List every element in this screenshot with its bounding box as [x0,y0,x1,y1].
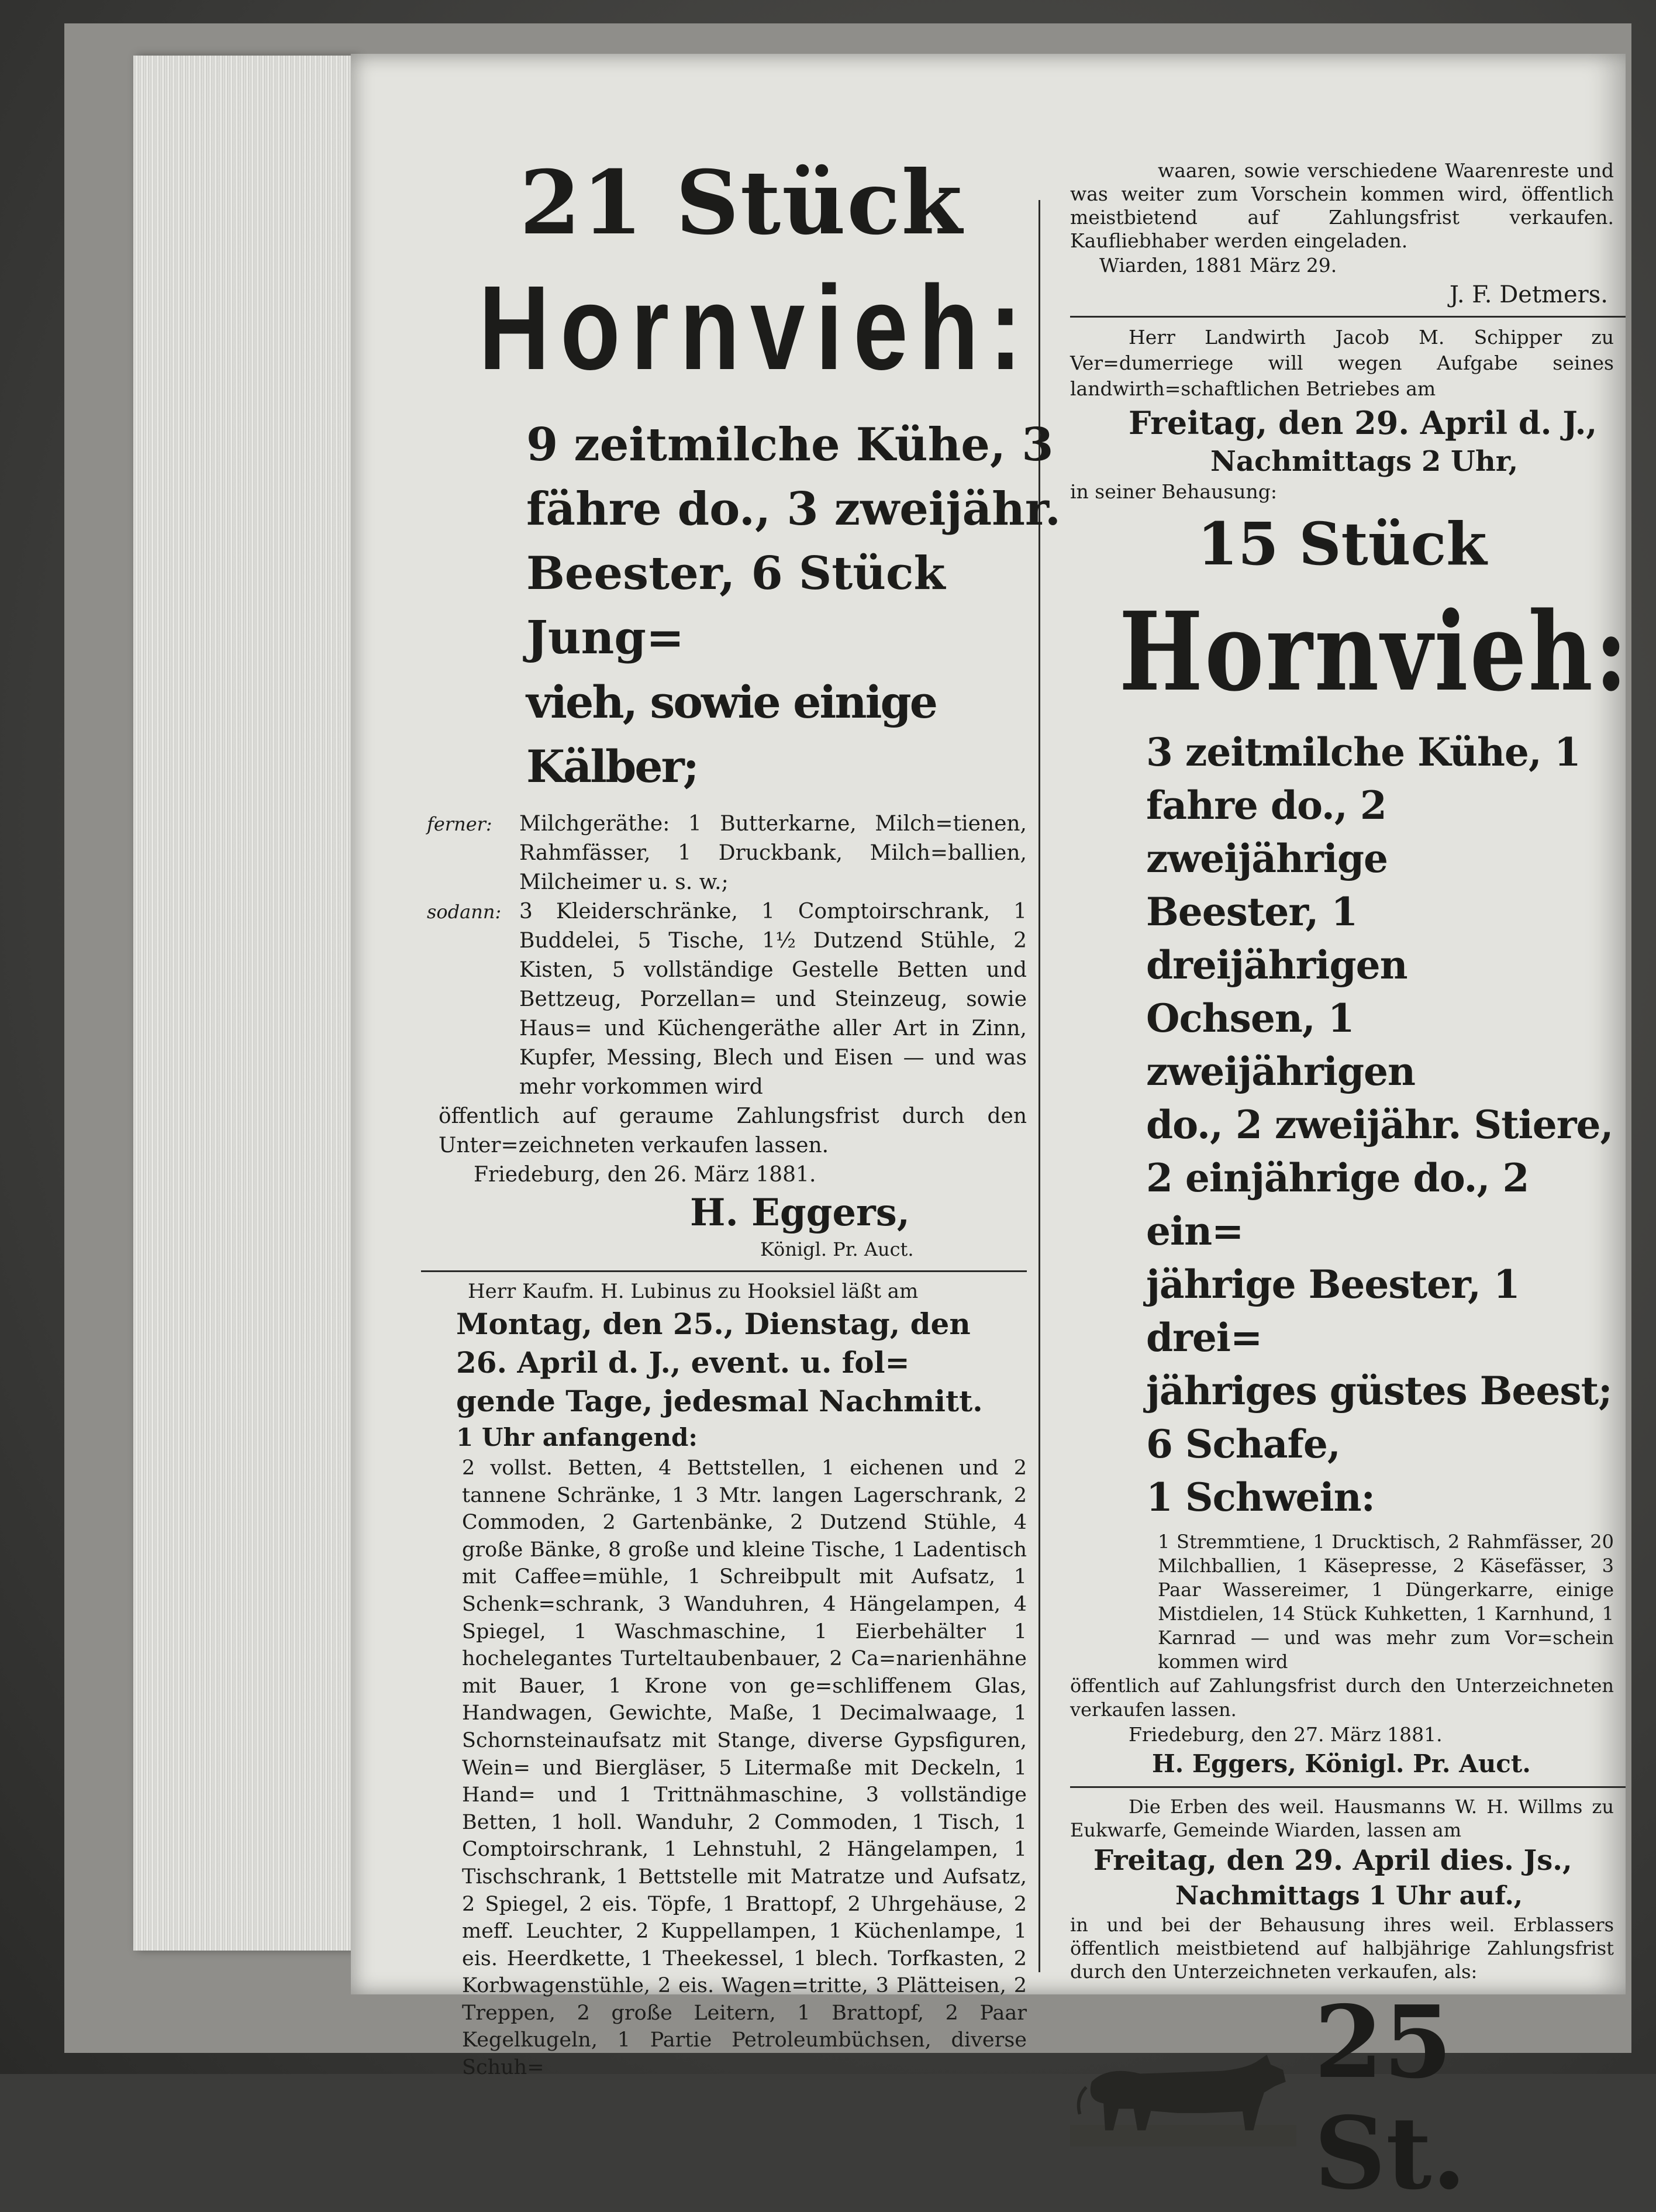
signature: J. F. Detmers. [1449,281,1608,308]
count-heading: 21 Stück [519,151,964,254]
stock-line: fahre do., 2 zweijährige [1146,783,1388,881]
stock-line: Ochsen, 1 zweijährigen [1146,995,1415,1094]
ferner-text: Milchgeräthe: 1 Butterkarne, Milch=tienen, Rahmfässer, 1 Druckbank, Milch=ballien, Milcheimer u. s. w.; [519,812,1027,894]
ad-intro: Herr Landwirth Jacob M. Schipper zu Ver=dumerriege will wegen Aufgabe seines landwirth=schaftlichen Betriebes am [1070,326,1614,400]
continuation-text: waaren, sowie verschiedene Waarenreste und was weiter zum Vorschein kommen wird, öffentlich meistbietend auf Zahlungsfrist verkaufen. Kaufliebhaber werden eingeladen. [1070,159,1614,252]
signature: H. Eggers, [690,1191,910,1235]
closing-text: öffentlich auf Zahlungsfrist durch den Unterzeichneten verkaufen lassen. [1070,1674,1614,1721]
ad-text: in und bei der Behausung ihres weil. Erblassers öffentlich meistbietend auf halbjährige Zahlungsfrist durch den Unterzeichneten verkaufen, als: [1070,1914,1614,1983]
item-list: 1 Stremmtiene, 1 Drucktisch, 2 Rahmfässer, 20 Milchballien, 1 Käsepresse, 2 Käsefässer, 3 Paar Wassereimer, 1 Düngerkarre, einige Mistdielen, 14 Stück Kuhketten, 1 Karnhund, 1 Karnrad — und was mehr zum Vor=schein kommen wird [1158,1531,1614,1673]
cow-icon [1070,2039,1296,2156]
place-date: Friedeburg, den 26. März 1881. [474,1163,816,1187]
ferner-block [421,809,1062,897]
date-line: Freitag, den 29. April dies. Js., [1093,1844,1572,1877]
location: in seiner Behausung: [1070,480,1278,503]
stock-line: 9 zeitmilche Kühe, 3 [526,418,1054,471]
stock-line: jährige Beester, 1 drei= [1146,1262,1520,1360]
ad-intro: Herr Kaufm. H. Lubinus zu Hooksiel läßt am [468,1280,919,1303]
left-column [421,54,1062,2082]
place-date: Wiarden, 1881 März 29. [1099,254,1337,277]
signature-title: Königl. Pr. Auct. [760,1238,914,1260]
date-line: 1 Uhr anfangend: [456,1423,698,1452]
illustrated-count [1070,1984,1614,2212]
ad-separator [1070,1786,1626,1788]
stock-line: vieh, sowie einige Kälber; [526,676,936,793]
sodann-block [421,897,1062,1102]
stock-line: Beester, 6 Stück Jung= [526,547,946,664]
stock-line: 2 einjährige do., 2 ein= [1146,1155,1529,1254]
auction-ad-lubinus [421,1278,1062,2082]
count-heading: 25 St. [1314,1984,1467,2212]
stacked-page-edges [133,56,356,1951]
ferner-label: ferner: [427,813,492,835]
ad-intro: Die Erben des weil. Hausmanns W. H. Willms zu Eukwarfe, Gemeinde Wiarden, lassen am [1070,1796,1614,1841]
stock-line: fähre do., 3 zweijähr. [526,483,1061,536]
count-heading: 15 Stück [1197,509,1487,578]
stock-line: do., 2 zweijähr. Stiere, [1146,1102,1613,1148]
stock-line: 6 Schafe, [1146,1421,1340,1467]
time-line: Nachmittags 2 Uhr, [1210,445,1519,478]
auction-ad-hornvieh-21 [421,153,1062,1262]
place-date: Friedeburg, den 27. März 1881. [1129,1723,1443,1746]
stock-line: jähriges güstes Beest; [1146,1368,1612,1414]
time-line: Nachmittags 1 Uhr auf., [1175,1881,1523,1911]
stock-line: Beester, 1 dreijährigen [1146,889,1407,988]
sodann-label: sodann: [427,901,502,923]
main-heading: Hornvieh: [478,261,1033,395]
ad-separator [1070,316,1626,318]
date-line: 26. April d. J., event. u. fol= [456,1345,910,1380]
newspaper-page [351,54,1630,2212]
stock-list [421,413,1062,799]
detmers-ad-continuation [1064,159,1626,311]
willms-heirs-ad [1064,1795,1626,2212]
schipper-ad [1064,325,1630,1780]
date-line: Montag, den 25., Dienstag, den [456,1307,971,1341]
stock-list [1070,726,1614,1524]
closing-text: öffentlich auf geraume Zahlungsfrist durch den Unter=zeichneten verkaufen lassen. [439,1104,1027,1157]
stock-line: 1 Schwein: [1146,1474,1375,1520]
stock-line: 3 zeitmilche Kühe, 1 [1146,729,1581,775]
date-line: Freitag, den 29. April d. J., [1129,404,1598,442]
date-line: gende Tage, jedesmal Nachmitt. [456,1384,983,1418]
ad-separator [421,1270,1027,1272]
right-column [1064,54,1630,2212]
main-heading: Hornvieh: [1119,588,1630,715]
sodann-text: 3 Kleiderschränke, 1 Comptoirschrank, 1 Buddelei, 5 Tische, 1½ Dutzend Stühle, 2 Kisten, 5 vollständige Gestelle Betten und Bettzeug, Porzellan= und Steinzeug, sowie Haus= und Küchengeräthe aller Art in Zinn, Kupfer, Messing, Blech und Eisen — und was mehr vorkommen wird [519,900,1027,1099]
item-list: 2 vollst. Betten, 4 Bettstellen, 1 eichenen und 2 tannene Schränke, 1 3 Mtr. langen Lagerschrank, 2 Commoden, 2 Gartenbänke, 2 Dutzend Stühle, 4 große Bänke, 8 große und kleine Tische, 1 Ladentisch mit Caffee=mühle, 1 Schreibpult mit Aufsatz, 1 Schenk=schrank, 3 Wanduhren, 4 Hängelampen, 4 Spiegel, 1 Waschmaschine, 1 Eierbehälter 1 hochelegantes Turteltaubenbauer, 2 Ca=narienhähne mit Bauer, 1 Krone von ge=schliffenem Glas, Handwagen, Gewichte, Maße, 1 Decimalwaage, 1 Schornsteinaufsatz mit Stange, diverse Gypsfiguren, Wein= und Biergläser, 5 Litermaße mit Deckeln, 1 Hand= und 1 Trittnähmaschine, 3 vollständige Betten, 1 holl. Wanduhr, 2 Commoden, 1 Tisch, 1 Comptoirschrank, 1 Lehnstuhl, 2 Hängelampen, 1 Tischschrank, 1 Bettstelle mit Matratze und Aufsatz, 2 Spiegel, 2 eis. Töpfe, 1 Brattopf, 2 Uhrgehäuse, 2 meff. Leuchter, 2 Kuppellampen, 1 Küchenlampe, 1 eis. Heerdkette, 1 Theekessel, 1 blech. Torfkasten, 2 Korbwagenstühle, 2 eis. Wagen=tritte, 3 Plätteisen, 2 Treppen, 2 große Leitern, 1 Brattopf, 2 Paar Kegelkugeln, 1 Partie Petroleumbüchsen, diverse Schuh= [462,1456,1027,2080]
signature: H. Eggers, Königl. Pr. Auct. [1152,1749,1531,1778]
